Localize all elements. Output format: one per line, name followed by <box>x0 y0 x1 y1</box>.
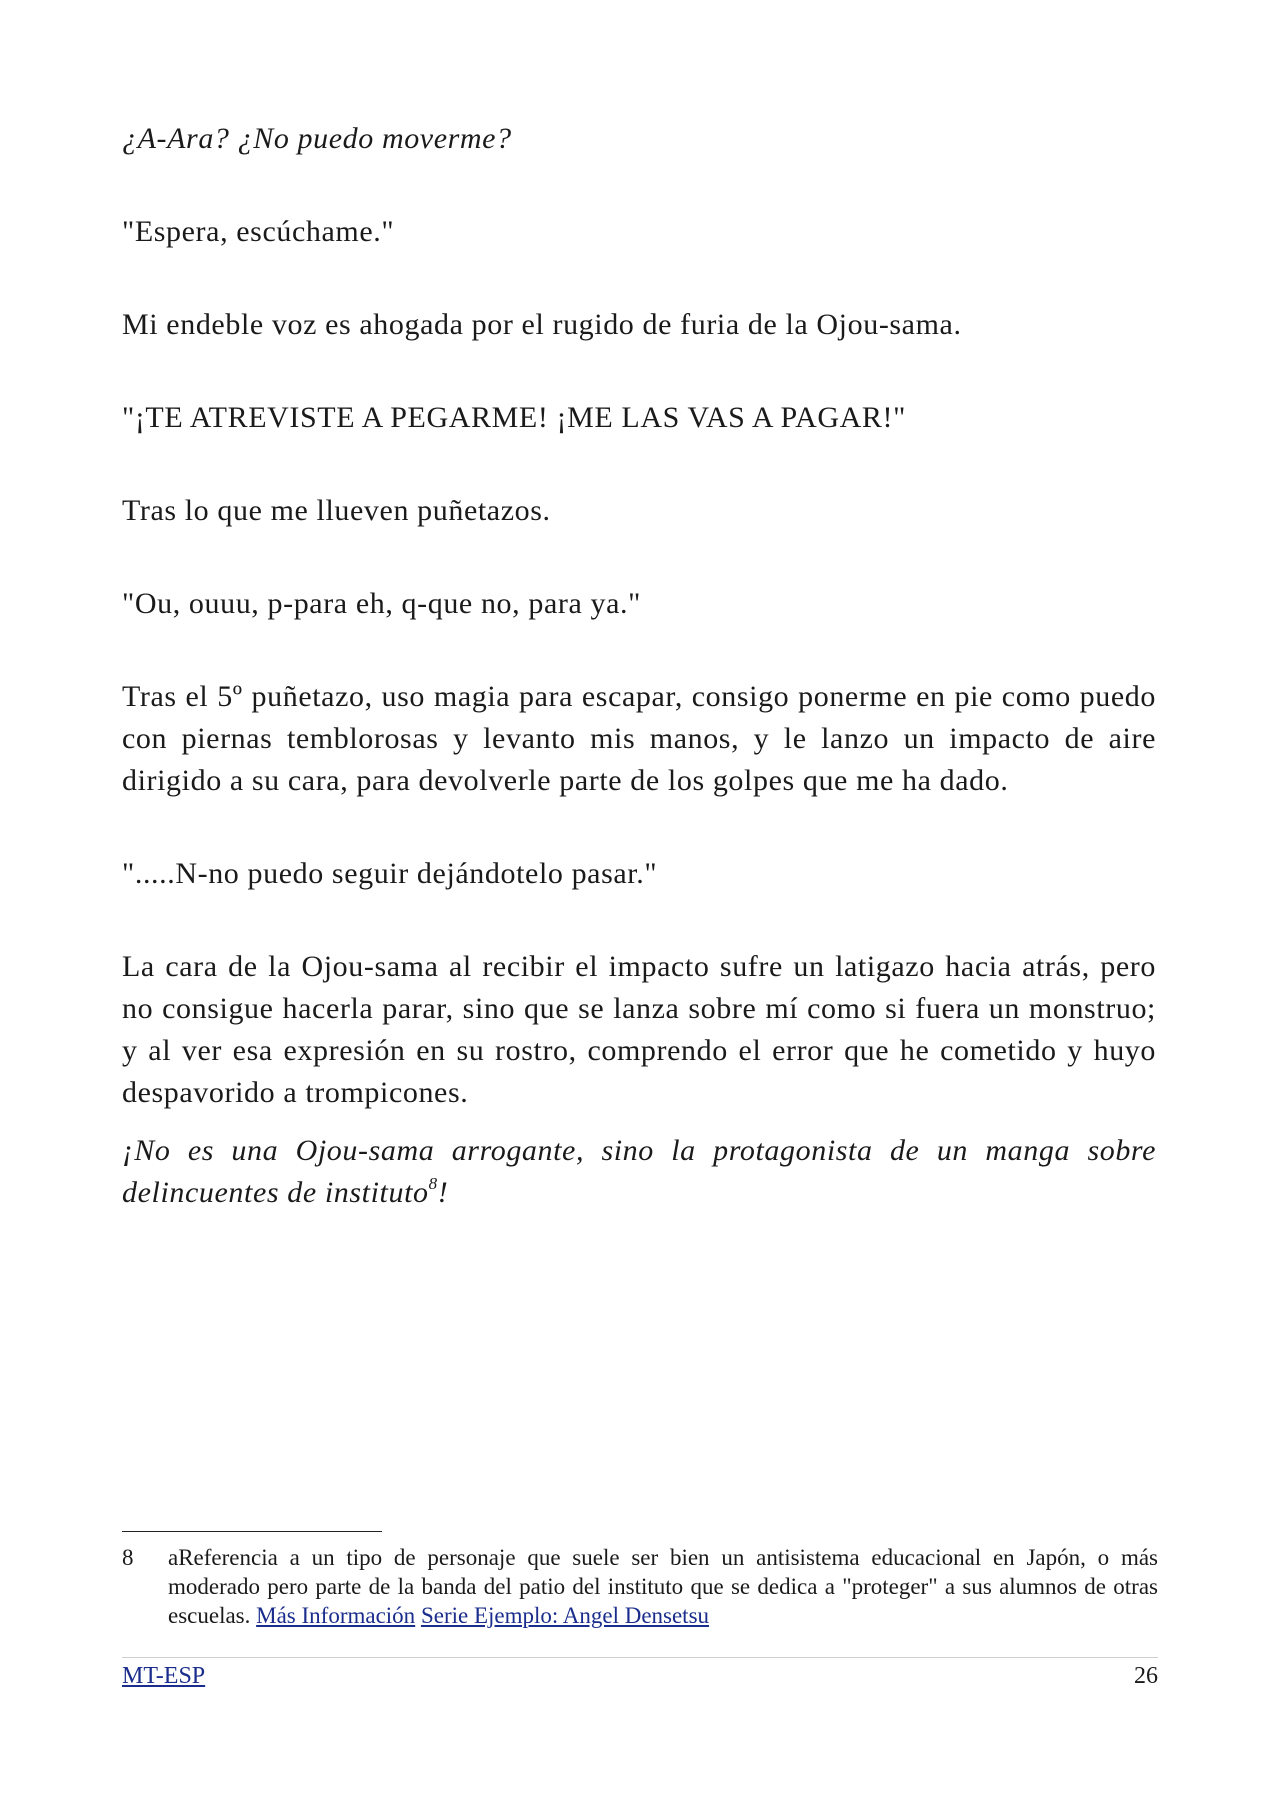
footnote-text: aReferencia a un tipo de personaje que suele ser bien un antisistema educacional en Japón, o más moderado pero parte de la banda del patio del instituto que se dedica a "proteger" a sus alumnos de otras escuelas. <box>168 1545 1158 1628</box>
footnote <box>122 1543 1158 1630</box>
paragraph-5: Tras lo que me llueven puñetazos. <box>122 494 551 527</box>
paragraph-final-text: ¡No es una Ojou-sama arrogante, sino la protagonista de un manga sobre delincuentes de instituto <box>122 1134 1156 1209</box>
footnote-reference[interactable]: 8 <box>428 1174 438 1193</box>
body-text <box>122 118 1156 1265</box>
paragraph-1: ¿A-Ara? ¿No puedo moverme? <box>122 122 512 155</box>
footer-site-link[interactable]: MT-ESP <box>122 1663 206 1689</box>
footer-separator <box>122 1657 1158 1658</box>
paragraph-6: "Ou, ouuu, p-para eh, q-que no, para ya." <box>122 587 641 620</box>
paragraph-8: ".....N-no puedo seguir dejándotelo pasar." <box>122 857 658 890</box>
paragraph-final <box>122 1130 1156 1214</box>
paragraph-4: "¡TE ATREVISTE A PEGARME! ¡ME LAS VAS A PAGAR!" <box>122 401 906 434</box>
paragraph-9: La cara de la Ojou-sama al recibir el impacto sufre un latigazo hacia atrás, pero no consigue hacerla parar, sino que se lanza sobre mí como si fuera un monstruo; y al ver esa expresión en su rostro, comprendo el error que he cometido y huyo despavorido a trompicones. <box>122 950 1156 1109</box>
paragraph-2: "Espera, escúchame." <box>122 215 395 248</box>
footnote-separator <box>122 1531 382 1532</box>
example-series-link[interactable]: Serie Ejemplo: Angel Densetsu <box>420 1603 710 1628</box>
paragraph-final-end: ! <box>437 1176 449 1209</box>
footnote-number: 8 <box>122 1545 134 1570</box>
paragraph-7: Tras el 5º puñetazo, uso magia para escapar, consigo ponerme en pie como puedo con piernas temblorosas y levanto mis manos, y le lanzo un impacto de aire dirigido a su cara, para devolverle parte de los golpes que me ha dado. <box>122 680 1156 797</box>
paragraph-3: Mi endeble voz es ahogada por el rugido de furia de la Ojou-sama. <box>122 308 962 341</box>
more-info-link[interactable]: Más Información <box>256 1603 416 1628</box>
footnote-body <box>168 1543 1158 1630</box>
page-number: 26 <box>1134 1663 1158 1689</box>
